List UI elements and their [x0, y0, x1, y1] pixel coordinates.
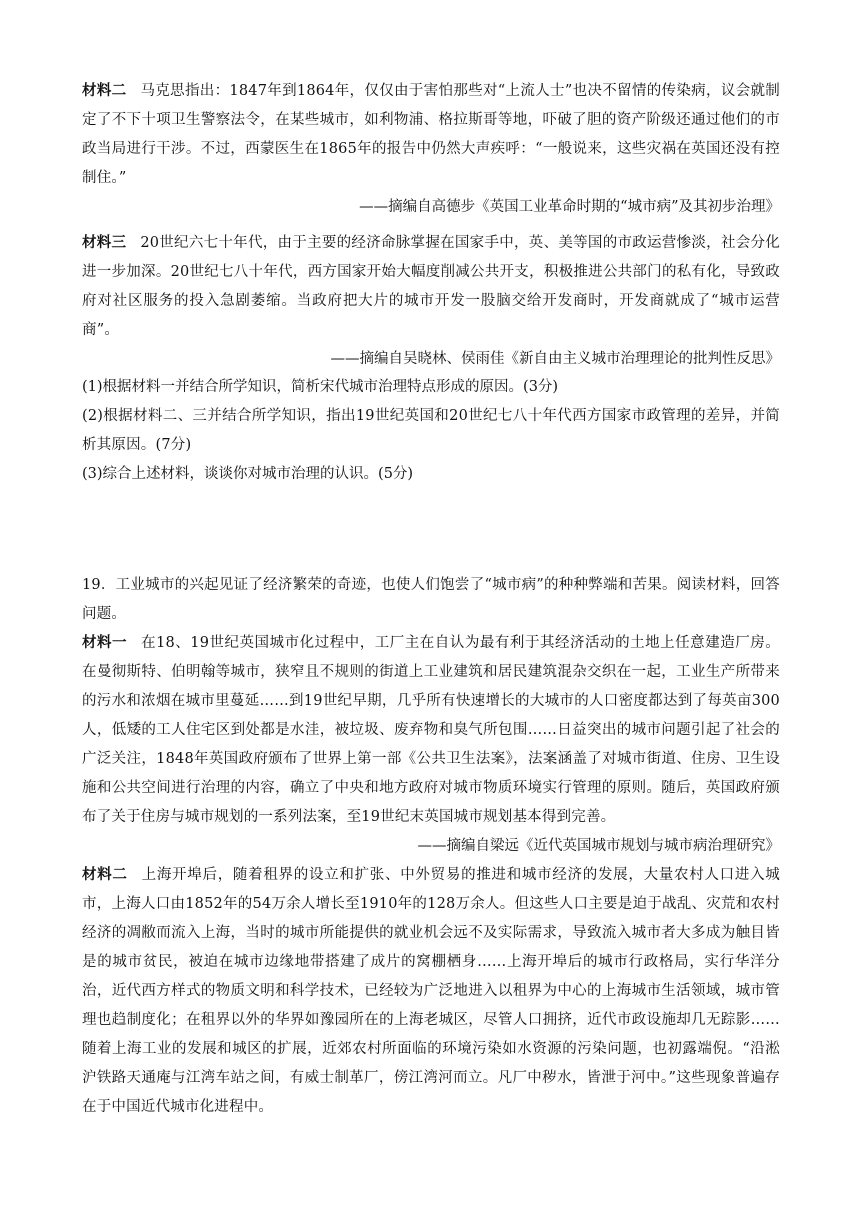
material-3-top — [82, 229, 780, 374]
material-text: 马克思指出：1847年到1864年，仅仅由于害怕那些对“上流人士”也决不留情的传染病，议会就制定了不下十项卫生警察法令，在某些城市，如利物浦、格拉斯哥等地，吓破了胆的资产阶级还通过他们的市政当局进行干涉。不过，西蒙医生在1865年的报告中仍然大声疾呼：“一般说来，这些灾祸在英国还没有控制住。” — [82, 83, 780, 186]
material-2-paragraph — [82, 77, 780, 193]
material-source: ——摘编自吴晓林、侯雨佳《新自由主义城市治理理论的批判性反思》 — [330, 351, 780, 367]
material-text: 20世纪六七十年代，由于主要的经济命脉掌握在国家手中，英、美等国的市政运营惨淡，社会分化进一步加深。20世纪七八十年代，西方国家开始大幅度削减公共开支，积极推进公共部门的私有化，导致政府对社区服务的投入急剧萎缩。当政府把大片的城市开发一股脑交给开发商时，开发商就成了“城市运营商”。 — [82, 235, 780, 338]
q19-material-1 — [82, 629, 780, 832]
question-1: (1)根据材料一并结合所学知识，简析宋代城市治理特点形成的原因。(3分) — [82, 379, 559, 395]
question-3: (3)综合上述材料，谈谈你对城市治理的认识。(5分) — [82, 466, 414, 482]
material-source: ——摘编自梁远《近代英国城市规划与城市病治理研究》 — [417, 838, 780, 854]
question-2: (2)根据材料二、三并结合所学知识，指出19世纪英国和20世纪七八十年代西方国家市政管理的差异，并简析其原因。(7分) — [82, 408, 780, 453]
question-list — [82, 373, 780, 489]
material-text: 上海开埠后，随着租界的设立和扩张、中外贸易的推进和城市经济的发展，大量农村人口进入城市，上海人口由1852年的54万余人增长至1910年的128万余人。但这些人口主要是迫于战乱、灾荒和农村经济的凋敝而流入上海，当时的城市所能提供的就业机会远不及实际需求，导致流入城市者大多成为触目皆是的城市贫民，被迫在城市边缘地带搭建了成片的窝棚栖身……上海开埠后的城市行政格局，实行华洋分治，近代西方样式的物质文明和科学技术，已经较为广泛地进入以租界为中心的上海城市生活领域，城市管理也趋制度化；在租界以外的华界如豫园所在的上海老城区，尽管人口拥挤，近代市政设施却几无踪影……随着上海工业的发展和城区的扩展，近郊农村所面临的环境污染如水资源的污染问题，也初露端倪。“沿淞沪铁路天通庵与江湾车站之间，有威士制革厂，傍江湾河而立。凡厂中秽水，皆泄于河中。”这些现象普遍存在于中国近代城市化进程中。 — [82, 867, 780, 1115]
material-label: 材料二 — [82, 867, 128, 883]
material-label: 材料三 — [82, 235, 127, 251]
material-2-top — [82, 77, 780, 222]
material-source: ——摘编自高德步《英国工业革命时期的“城市病”及其初步治理》 — [359, 199, 780, 215]
q19-material-2 — [82, 861, 780, 1122]
material-label: 材料二 — [82, 83, 127, 99]
material-3-paragraph — [82, 229, 780, 345]
question-19-stem: 19．工业城市的兴起见证了经济繁荣的奇迹，也使人们饱尝了“城市病”的种种弊端和苦果。阅读材料，回答问题。 — [82, 577, 780, 622]
material-text: 在18、19世纪英国城市化过程中，工厂主在自认为最有利于其经济活动的土地上任意建造厂房。在曼彻斯特、伯明翰等城市，狭窄且不规则的街道上工业建筑和居民建筑混杂交织在一起，工业生产所带来的污水和浓烟在城市里蔓延……到19世纪早期，几乎所有快速增长的大城市的人口密度都达到了每英亩300人，低矮的工人住宅区到处都是水洼，被垃圾、废弃物和臭气所包围……日益突出的城市问题引起了社会的广泛关注，1848年英国政府颁布了世界上第一部《公共卫生法案》，法案涵盖了对城市街道、住房、卫生设施和公共空间进行治理的内容，确立了中央和地方政府对城市物质环境实行管理的原则。随后，英国政府颁布了关于住房与城市规划的一系列法案，至19世纪末英国城市规划基本得到完善。 — [82, 635, 780, 825]
question-19 — [82, 571, 780, 1122]
material-label: 材料一 — [82, 635, 128, 651]
